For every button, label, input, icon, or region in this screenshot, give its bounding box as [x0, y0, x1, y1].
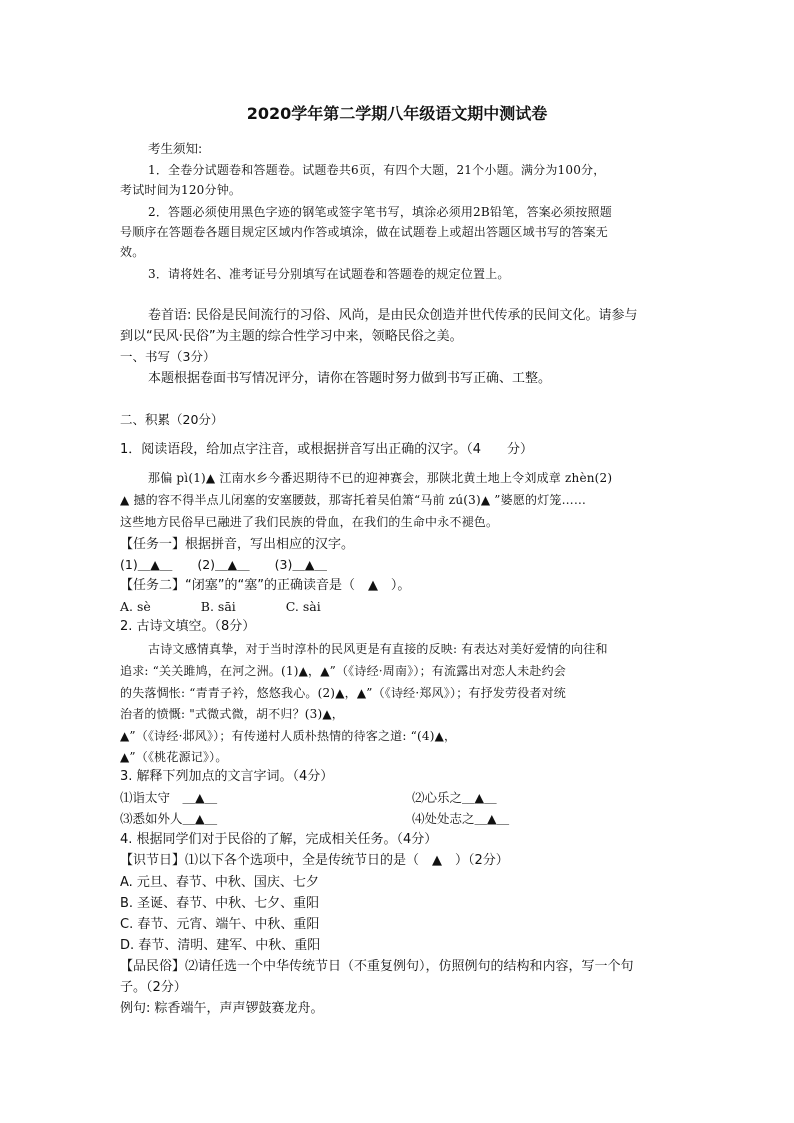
q4-option-b: B. 圣诞、春节、中秋、七夕、重阳 [120, 896, 320, 911]
notice-item-1: 1．全卷分试题卷和答题卷。试题卷共6页，有四个大题，21个小题。满分为100分， [148, 163, 606, 177]
preface-line-1: 卷首语: 民俗是民间流行的习俗、风尚，是由民众创造并世代传承的民间文化。请参与 [148, 308, 638, 323]
notice-item-2: 2．答题必须使用黑色字迹的钢笔或签字笔书写，填涂必须用2B铅笔，答案必须按照题 [148, 205, 612, 219]
notice-item-2-cont: 号顺序在答题卷各题目规定区域内作答或填涂，做在试题卷上或超出答题区域书写的答案无 [120, 225, 609, 239]
notice-item-1-cont: 考试时间为120分钟。 [120, 183, 242, 197]
q2-passage-2: 追求: “关关雎鸠，在河之洲。(1)▲，▲”（《诗经·周南》）；有流露出对恋人未赴约会 [120, 664, 566, 678]
notice-heading: 考生须知: [148, 141, 203, 156]
section-2-heading: 二、积累（20分） [120, 412, 224, 427]
q1-options: A. sè B. sāi C. sài [120, 599, 321, 614]
q2-passage-4: 治者的愤慨: "式微式微，胡不归？(3)▲， [120, 707, 345, 721]
q4-option-c: C. 春节、元宵、端午、中秋、重阳 [120, 917, 320, 932]
q1-task-2: 【任务二】“闭塞”的“塞”的正确读音是（ ▲ ）。 [120, 578, 411, 593]
q4-stem: 4. 根据同学们对于民俗的了解，完成相关任务。（4分） [120, 832, 438, 847]
section-1-text: 本题根据卷面书写情况评分，请你在答题时努力做到书写正确、工整。 [148, 371, 552, 386]
section-1-heading: 一、书写（3分） [120, 349, 216, 364]
q4-task-1: 【识节日】⑴以下各个选项中，全是传统节日的是（ ▲ ）（2分） [120, 853, 509, 868]
q3-stem: 3. 解释下列加点的文言字词。（4分） [120, 769, 334, 784]
q1-stem: 1．阅读语段，给加点字注音，或根据拼音写出正确的汉字。（4 分） [120, 442, 534, 457]
q1-blanks[interactable]: (1)＿▲＿ (2)＿▲＿ (3)＿▲＿ [120, 557, 327, 572]
notice-item-3: 3．请将姓名、准考证号分别填写在试题卷和答题卷的规定位置上。 [148, 267, 510, 281]
q1-task-1: 【任务一】根据拼音，写出相应的汉字。 [120, 537, 355, 552]
q4-task-2: 【品民俗】⑵请任选一个中华传统节日（不重复例句），仿照例句的结构和内容，写一个句 [120, 959, 634, 974]
q4-task-2-cont: 子。（2分） [120, 980, 187, 995]
q3-word-1[interactable]: ⑴诣太守 ＿▲＿ [120, 790, 218, 805]
notice-item-2-end: 效。 [120, 245, 145, 259]
q4-example: 例句: 粽香端午，声声锣鼓赛龙舟。 [120, 1001, 324, 1016]
q2-passage-6: ▲”（《桃花源记》）。 [120, 750, 228, 764]
q3-word-4[interactable]: ⑷处处志之＿▲＿ [412, 811, 510, 826]
q4-option-a: A. 元旦、春节、中秋、国庆、七夕 [120, 875, 319, 890]
q2-passage-1: 古诗文感情真挚，对于当时淳朴的民风更是有直接的反映: 有表达对美好爱情的向往和 [148, 642, 608, 656]
q1-passage-2: ▲ 撼的容不得半点儿闭塞的安塞腰鼓，那寄托着吴伯箫“马前 zú(3)▲ ”婆愿的灯笼…… [120, 493, 587, 507]
q1-passage-1: 那偏 pì(1)▲ 江南水乡今番迟期待不已的迎神赛会，那陕北黄土地上令刘成章 zhèn(2) [148, 471, 613, 485]
q3-word-2[interactable]: ⑵心乐之＿▲＿ [412, 790, 497, 805]
q2-passage-3: 的失落惆怅: “青青子衿，悠悠我心。(2)▲，▲”（《诗经·郑风》）；有抒发劳役者对统 [120, 686, 566, 700]
q3-word-3[interactable]: ⑶悉如外人＿▲＿ [120, 811, 218, 826]
page-title: 2020学年第二学期八年级语文期中测试卷 [246, 104, 548, 123]
q2-stem: 2. 古诗文填空。（8分） [120, 619, 256, 634]
q4-option-d: D. 春节、清明、建军、中秋、重阳 [120, 938, 321, 953]
q1-passage-3: 这些地方民俗早已融进了我们民族的骨血，在我们的生命中永不褪色。 [120, 515, 499, 529]
q2-passage-5: ▲”（《诗经·邶风》）；有传递村人质朴热情的待客之道: “(4)▲， [120, 729, 457, 743]
preface-line-2: 到以“民风·民俗”为主题的综合性学习中来，领略民俗之美。 [120, 329, 463, 344]
